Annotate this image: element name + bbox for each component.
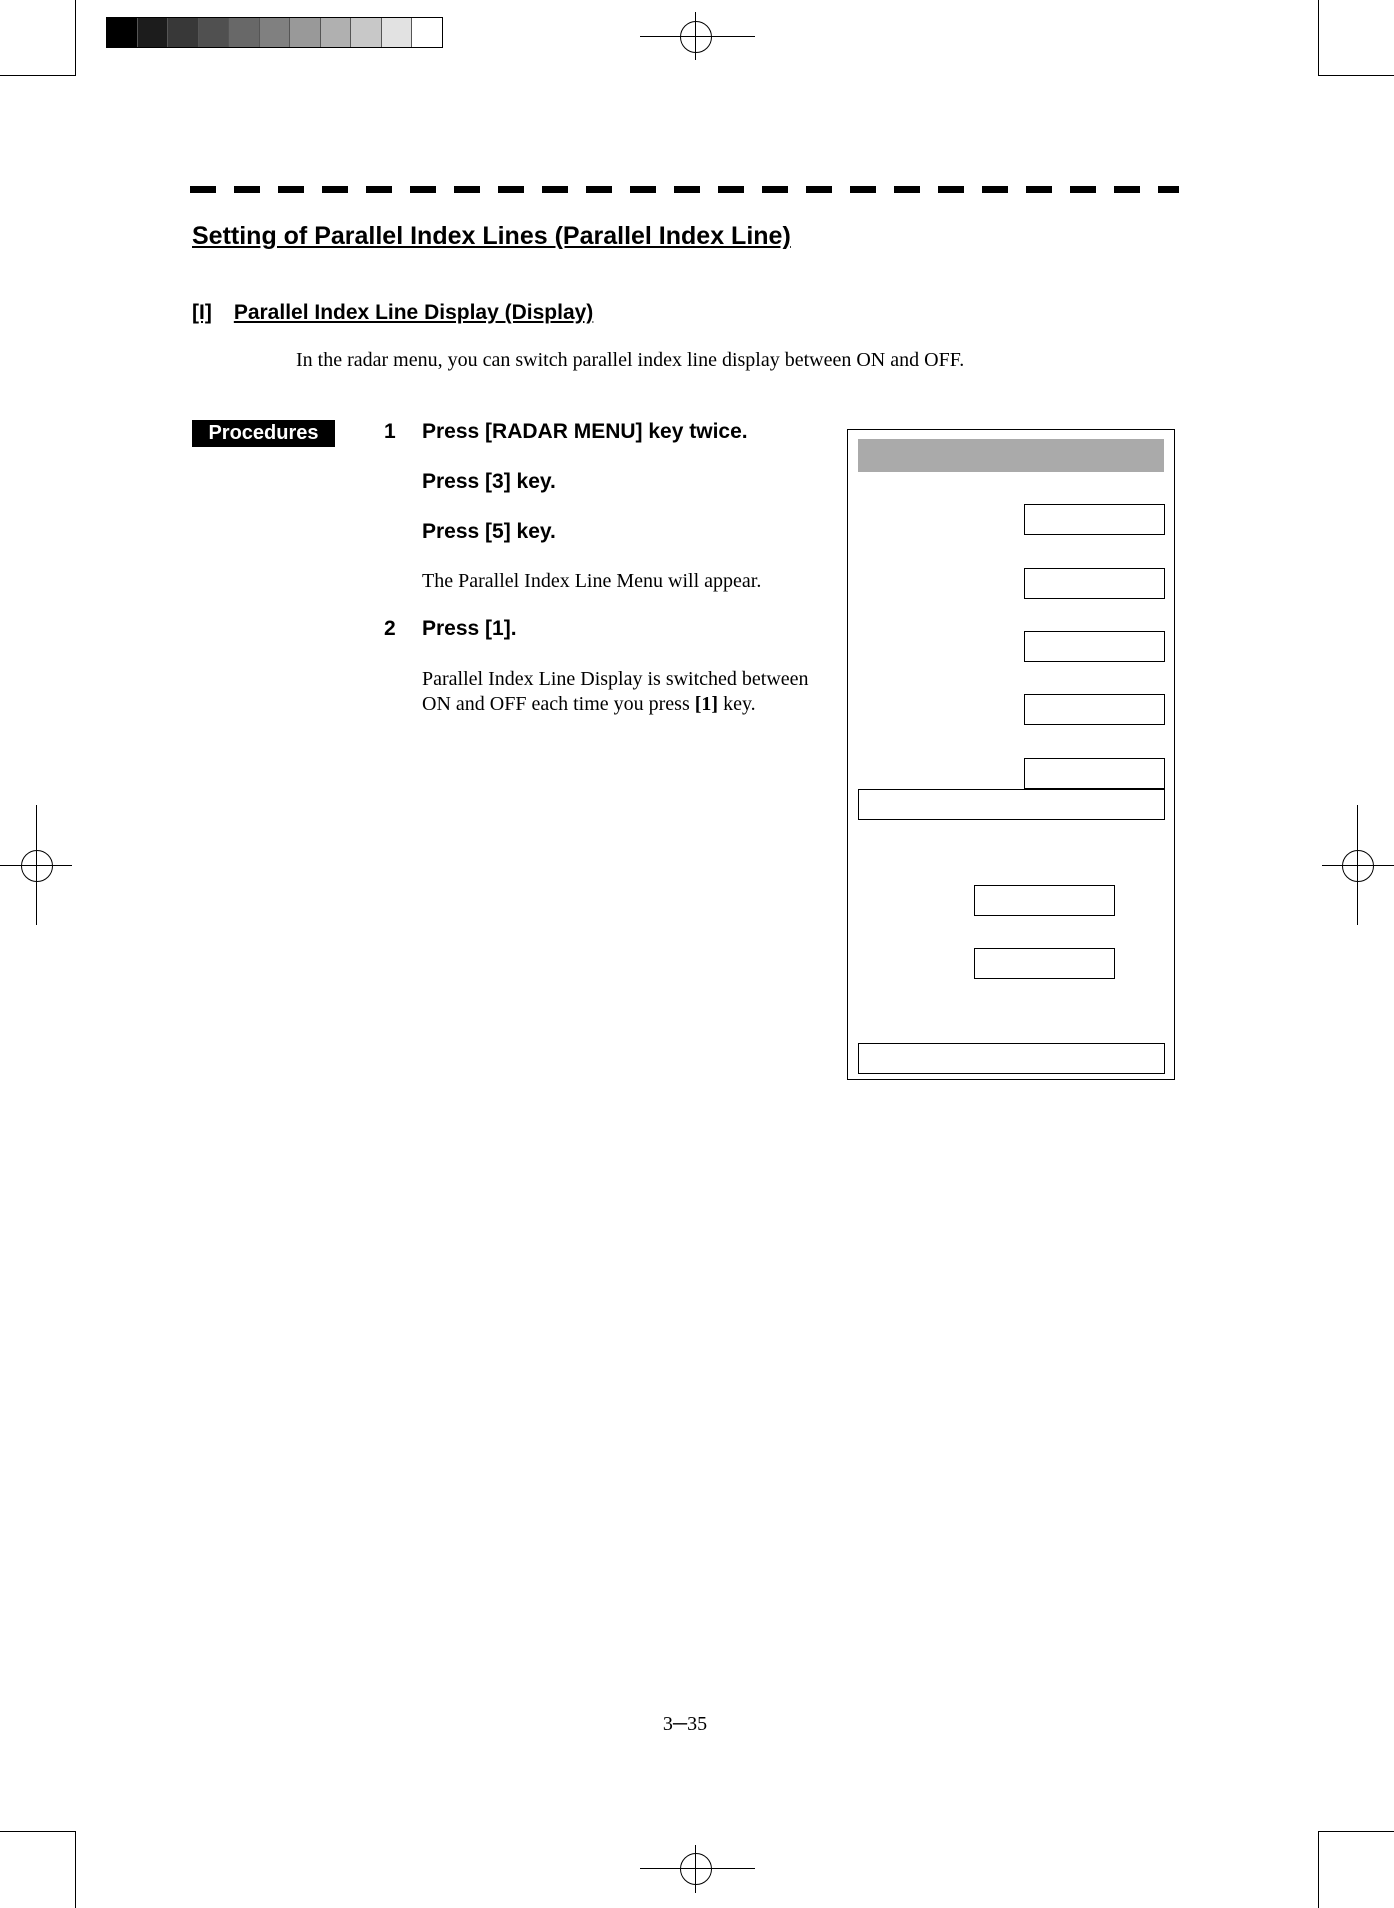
step-1-note: The Parallel Index Line Menu will appear. <box>422 570 762 592</box>
menu-footer-field <box>858 1043 1165 1074</box>
menu-wide-field <box>858 789 1165 820</box>
gray-swatch <box>229 18 260 47</box>
step-1-number: 1 <box>384 420 396 443</box>
subsection-title <box>192 301 593 325</box>
step-2-note-line-2: ON and OFF each time you press [1] key. <box>422 693 756 715</box>
step-2-line-1: Press [1]. <box>422 617 517 640</box>
step-2-number: 2 <box>384 617 396 640</box>
gray-swatch <box>199 18 230 47</box>
step-1-line-1: Press [RADAR MENU] key twice. <box>422 420 748 443</box>
dashed-separator <box>190 186 1179 193</box>
gray-swatch <box>412 18 442 47</box>
step-1-line-3: Press [5] key. <box>422 520 556 543</box>
gray-swatch <box>382 18 413 47</box>
gray-swatch <box>290 18 321 47</box>
gray-swatch <box>260 18 291 47</box>
grayscale-calibration-strip <box>106 17 443 48</box>
menu-value-field-2 <box>1024 568 1165 599</box>
gray-swatch <box>107 18 138 47</box>
page-number: 3─35 <box>662 1713 708 1735</box>
section-title: Setting of Parallel Index Lines (Parallel Index Line) <box>192 222 791 250</box>
menu-value-field-6 <box>974 885 1115 916</box>
step-1-line-2: Press [3] key. <box>422 470 556 493</box>
menu-value-field-4 <box>1024 694 1165 725</box>
menu-title-bar <box>858 439 1164 472</box>
menu-value-field-3 <box>1024 631 1165 662</box>
menu-value-field-7 <box>974 948 1115 979</box>
parallel-index-line-menu-figure <box>847 429 1175 1080</box>
procedures-badge: Procedures <box>192 420 335 447</box>
subsection-title-text: Parallel Index Line Display (Display) <box>233 301 594 324</box>
gray-swatch <box>138 18 169 47</box>
key-1-reference: [1] <box>694 693 719 715</box>
subsection-number: [I] <box>192 301 212 324</box>
step-2-note <box>422 667 809 717</box>
gray-swatch <box>168 18 199 47</box>
step-2-note-line-1: Parallel Index Line Display is switched between <box>422 668 809 690</box>
menu-value-field-5 <box>1024 758 1165 789</box>
gray-swatch <box>321 18 352 47</box>
gray-swatch <box>351 18 382 47</box>
menu-value-field-1 <box>1024 504 1165 535</box>
intro-text: In the radar menu, you can switch parallel index line display between ON and OFF. <box>296 349 965 371</box>
